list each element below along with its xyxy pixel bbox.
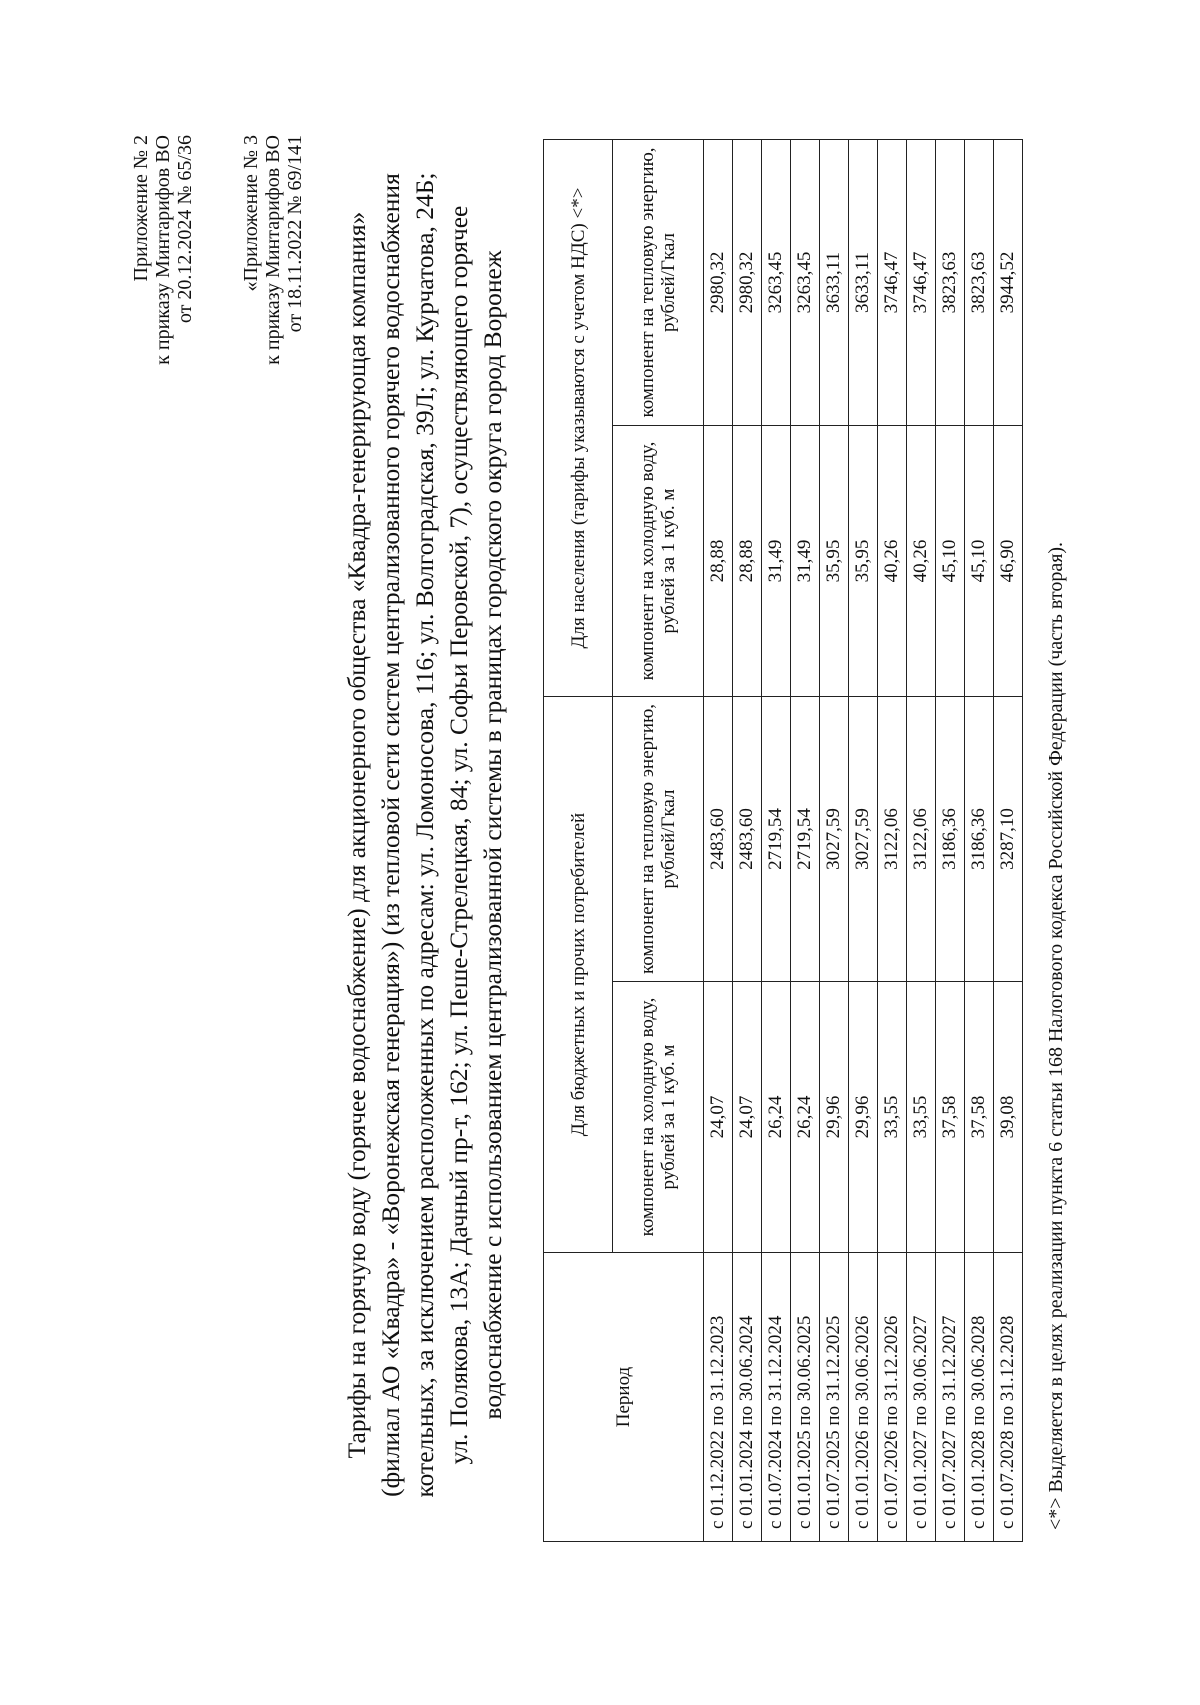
- appendix-order: к приказу Минтарифов ВО: [152, 135, 174, 365]
- appendix-number: «Приложение № 3: [240, 135, 262, 292]
- cell-budget-cold-water: 33,55: [878, 982, 907, 1253]
- cell-population-heat-energy: 3746,47: [907, 140, 936, 426]
- cell-budget-cold-water: 24,07: [733, 982, 762, 1253]
- cell-population-cold-water: 45,10: [936, 426, 965, 697]
- appendix-order: к приказу Минтарифов ВО: [262, 135, 284, 365]
- cell-budget-cold-water: 26,24: [791, 982, 820, 1253]
- cell-population-heat-energy: 2980,32: [704, 140, 733, 426]
- table-row: [733, 140, 762, 1542]
- header-group-budget: Для бюджетных и прочих потребителей: [544, 697, 613, 1253]
- table-row: [936, 140, 965, 1542]
- cell-population-cold-water: 28,88: [704, 426, 733, 697]
- table-row: [994, 140, 1023, 1542]
- cell-period: с 01.01.2028 по 30.06.2028: [965, 1253, 994, 1542]
- cell-population-cold-water: 45,10: [965, 426, 994, 697]
- cell-population-heat-energy: 3823,63: [965, 140, 994, 426]
- appendix-reference-current: [130, 135, 196, 365]
- header-group-population: Для населения (тарифы указываются с учетом НДС) <*>: [544, 140, 613, 697]
- cell-budget-cold-water: 29,96: [849, 982, 878, 1253]
- appendix-date: от 18.11.2022 № 69/141: [284, 135, 306, 333]
- table-row: [820, 140, 849, 1542]
- cell-budget-cold-water: 37,58: [965, 982, 994, 1253]
- cell-population-cold-water: 40,26: [878, 426, 907, 697]
- cell-budget-cold-water: 29,96: [820, 982, 849, 1253]
- footnote: <*> Выделяется в целях реализации пункта 6 статьи 168 Налогового кодекса Российской Федерации (часть вторая).: [1045, 541, 1067, 1530]
- cell-budget-heat-energy: 3027,59: [820, 697, 849, 982]
- cell-population-cold-water: 28,88: [733, 426, 762, 697]
- cell-budget-heat-energy: 3186,36: [965, 697, 994, 982]
- cell-budget-cold-water: 37,58: [936, 982, 965, 1253]
- cell-population-heat-energy: 2980,32: [733, 140, 762, 426]
- table-row: [965, 140, 994, 1542]
- table-row: [878, 140, 907, 1542]
- tariff-table: [543, 139, 1023, 1542]
- header-population-heat-energy: компонент на тепловую энергию, рублей/Гкал: [613, 140, 704, 426]
- cell-period: с 01.01.2025 по 30.06.2025: [791, 1253, 820, 1542]
- header-population-cold-water: компонент на холодную воду, рублей за 1 куб. м: [613, 426, 704, 697]
- table-row: [791, 140, 820, 1542]
- cell-budget-cold-water: 24,07: [704, 982, 733, 1253]
- cell-population-heat-energy: 3823,63: [936, 140, 965, 426]
- cell-budget-heat-energy: 3122,06: [878, 697, 907, 982]
- cell-budget-cold-water: 26,24: [762, 982, 791, 1253]
- cell-budget-heat-energy: 3122,06: [907, 697, 936, 982]
- cell-budget-heat-energy: 3186,36: [936, 697, 965, 982]
- cell-budget-heat-energy: 2483,60: [733, 697, 762, 982]
- appendix-number: Приложение № 2: [130, 135, 152, 282]
- cell-population-cold-water: 35,95: [849, 426, 878, 697]
- cell-budget-heat-energy: 3027,59: [849, 697, 878, 982]
- cell-budget-heat-energy: 2483,60: [704, 697, 733, 982]
- cell-period: с 01.07.2024 по 31.12.2024: [762, 1253, 791, 1542]
- table-row: [849, 140, 878, 1542]
- cell-population-cold-water: 35,95: [820, 426, 849, 697]
- cell-period: с 01.07.2026 по 31.12.2026: [878, 1253, 907, 1542]
- cell-period: с 01.07.2025 по 31.12.2025: [820, 1253, 849, 1542]
- cell-period: с 01.07.2027 по 31.12.2027: [936, 1253, 965, 1542]
- cell-population-cold-water: 46,90: [994, 426, 1023, 697]
- cell-period: с 01.01.2024 по 30.06.2024: [733, 1253, 762, 1542]
- cell-budget-cold-water: 39,08: [994, 982, 1023, 1253]
- cell-population-heat-energy: 3633,11: [820, 140, 849, 426]
- cell-budget-heat-energy: 2719,54: [791, 697, 820, 982]
- cell-population-cold-water: 40,26: [907, 426, 936, 697]
- appendix-reference-original: [240, 135, 306, 365]
- table-row: [907, 140, 936, 1542]
- cell-population-heat-energy: 3746,47: [878, 140, 907, 426]
- table-row: [704, 140, 733, 1542]
- document-title: Тарифы на горячую воду (горячее водоснабжение) для акционерного общества «Квадра-генерирующая компания» (филиал АО «Квадра» - «Воронежская генерация») (из тепловой сети систем централизованного горячего водоснабжения котельных, за исключением расположенных по адресам: ул. Ломоносова, 116; ул. Волгоградская, 39Л; ул. Курчатова, 24Б; ул. Полякова, 13А; Дачный пр-т, 162; ул. Пеше-Стрелецкая, 84; ул. Софьи Перовской, 7), осуществляющего горячее водоснабжение с использованием централизованной системы в границах городского округа город Воронеж: [342, 172, 507, 1498]
- cell-population-heat-energy: 3263,45: [762, 140, 791, 426]
- header-budget-heat-energy: компонент на тепловую энергию, рублей/Гкал: [613, 697, 704, 982]
- header-period: Период: [544, 1253, 704, 1542]
- cell-budget-cold-water: 33,55: [907, 982, 936, 1253]
- cell-population-cold-water: 31,49: [762, 426, 791, 697]
- appendix-date: от 20.12.2024 № 65/36: [174, 135, 196, 324]
- tariff-table-body: [704, 140, 1023, 1542]
- cell-budget-heat-energy: 2719,54: [762, 697, 791, 982]
- cell-period: с 01.01.2027 по 30.06.2027: [907, 1253, 936, 1542]
- cell-period: с 01.07.2028 по 31.12.2028: [994, 1253, 1023, 1542]
- cell-population-heat-energy: 3944,52: [994, 140, 1023, 426]
- cell-population-heat-energy: 3633,11: [849, 140, 878, 426]
- table-row: [762, 140, 791, 1542]
- cell-period: с 01.12.2022 по 31.12.2023: [704, 1253, 733, 1542]
- header-budget-cold-water: компонент на холодную воду, рублей за 1 куб. м: [613, 982, 704, 1253]
- cell-period: с 01.01.2026 по 30.06.2026: [849, 1253, 878, 1542]
- cell-budget-heat-energy: 3287,10: [994, 697, 1023, 982]
- cell-population-cold-water: 31,49: [791, 426, 820, 697]
- cell-population-heat-energy: 3263,45: [791, 140, 820, 426]
